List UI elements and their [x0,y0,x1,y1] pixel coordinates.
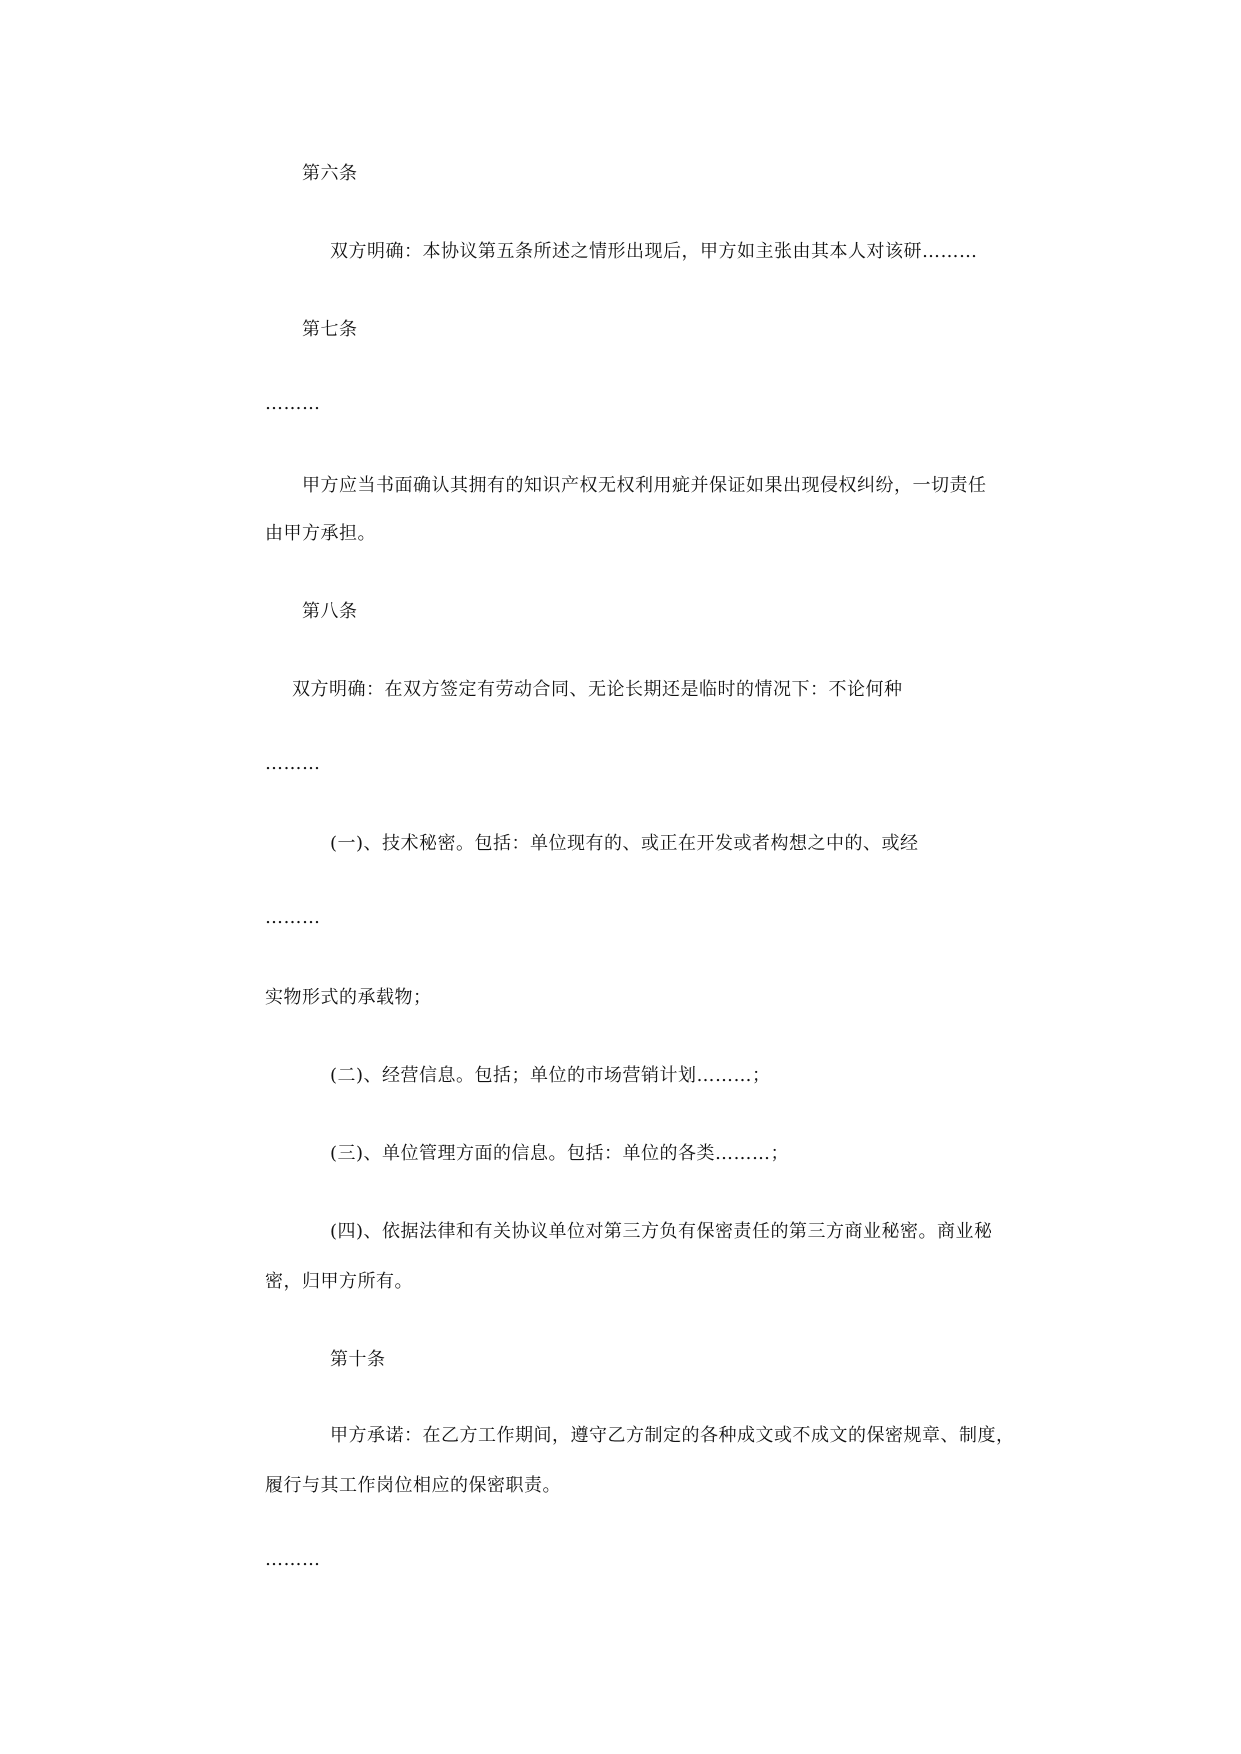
article-heading-8: 第八条 [302,601,358,622]
ellipsis-line: ……… [265,1549,321,1570]
ellipsis-line: ……… [265,907,321,928]
ellipsis-line: ……… [265,393,321,414]
paragraph-line: 履行与其工作岗位相应的保密职责。 [265,1475,561,1496]
list-item-line: (二)、经营信息。包括；单位的市场营销计划………； [330,1065,771,1086]
article-heading-10: 第十条 [330,1349,386,1370]
paragraph-line: 甲方承诺：在乙方工作期间，遵守乙方制定的各种成文或不成文的保密规章、制度， [330,1425,1015,1446]
ellipsis-line: ……… [265,753,321,774]
paragraph-line: 双方明确：本协议第五条所述之情形出现后，甲方如主张由其本人对该研……… [330,241,978,262]
paragraph-line: 密，归甲方所有。 [265,1271,413,1292]
paragraph-line: 实物形式的承载物； [265,987,432,1008]
list-item-line: (四)、依据法律和有关协议单位对第三方负有保密责任的第三方商业秘密。商业秘 [330,1221,993,1242]
list-item-line: (一)、技术秘密。包括：单位现有的、或正在开发或者构想之中的、或经 [330,833,919,854]
paragraph-line: 双方明确：在双方签定有劳动合同、无论长期还是临时的情况下：不论何种 [292,679,903,700]
article-heading-6: 第六条 [302,163,358,184]
paragraph-line: 甲方应当书面确认其拥有的知识产权无权利用疵并保证如果出现侵权纠纷，一切责任 [302,475,987,496]
paragraph-line: 由甲方承担。 [265,523,376,544]
article-heading-7: 第七条 [302,319,358,340]
list-item-line: (三)、单位管理方面的信息。包括：单位的各类………； [330,1143,790,1164]
